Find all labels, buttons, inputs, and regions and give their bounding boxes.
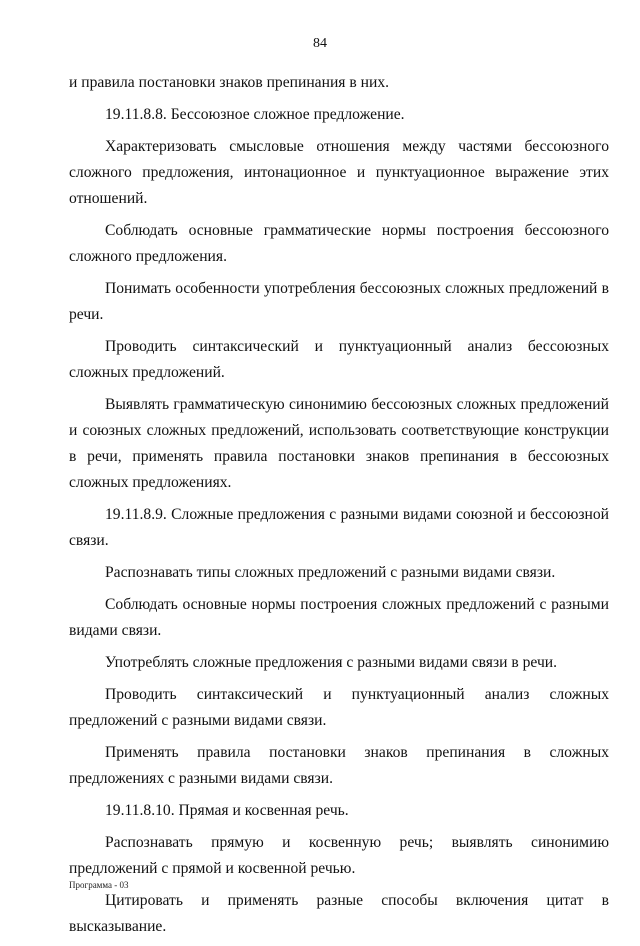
paragraph-16: Цитировать и применять разные способы включения цитат в высказывание.	[69, 892, 609, 935]
paragraph-5: Понимать особенности употребления бессоюзных сложных предложений в речи.	[69, 280, 609, 323]
document-body	[69, 70, 609, 946]
paragraph-1: и правила постановки знаков препинания в них.	[69, 74, 390, 91]
paragraph-6: Проводить синтаксический и пунктуационный анализ бессоюзных сложных предложений.	[69, 338, 609, 381]
paragraph-7: Выявлять грамматическую синонимию бессоюзных сложных предложений и союзных сложных предложений, использовать соответствующие конструкции в речи, применять правила постановки знаков препинания в бессоюзных сложных предложениях.	[69, 396, 609, 491]
paragraph-10: Соблюдать основные нормы построения сложных предложений с разными видами связи.	[69, 596, 609, 639]
paragraph-15: Распознавать прямую и косвенную речь; выявлять синонимию предложений с прямой и косвенной речью.	[69, 834, 609, 877]
paragraph-9: Распознавать типы сложных предложений с разными видами связи.	[105, 564, 556, 581]
page-number: 84	[313, 36, 327, 51]
paragraph-11: Употреблять сложные предложения с разными видами связи в речи.	[105, 654, 558, 671]
section-heading-19-11-8-9: 19.11.8.9. Сложные предложения с разными видами союзной и бессоюзной связи.	[69, 506, 609, 549]
paragraph-13: Применять правила постановки знаков препинания в сложных предложениях с разными видами связи.	[69, 744, 609, 787]
paragraph-12: Проводить синтаксический и пунктуационный анализ сложных предложений с разными видами связи.	[69, 686, 609, 729]
paragraph-4: Соблюдать основные грамматические нормы построения бессоюзного сложного предложения.	[69, 222, 609, 265]
footer-label: Программа - 03	[69, 880, 129, 890]
paragraph-3: Характеризовать смысловые отношения между частями бессоюзного сложного предложения, интонационное и пунктуационное выражение этих отношений.	[69, 138, 609, 207]
section-heading-19-11-8-10: 19.11.8.10. Прямая и косвенная речь.	[105, 802, 349, 819]
section-heading-19-11-8-8: 19.11.8.8. Бессоюзное сложное предложение.	[105, 106, 405, 123]
